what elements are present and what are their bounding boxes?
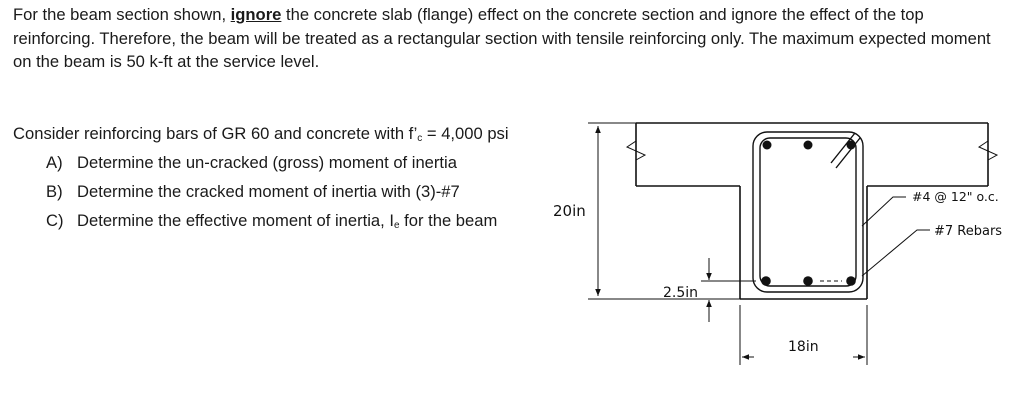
dim-width: [740, 305, 867, 365]
dim-cover: [701, 258, 756, 322]
dim-height-label: 20in: [553, 202, 586, 220]
dim-cover-label: 2.5in: [663, 285, 699, 301]
stirrup: [753, 132, 863, 292]
consider-line: Consider reinforcing bars of GR 60 and concrete with $f’_c = 4,000$ psi: [13, 124, 509, 144]
task-item: C) Determine the effective moment of inertia, $I_e$ for the beam: [46, 211, 498, 231]
problem-rest: the concrete slab (flange) effect on the concrete section and ignore the effect of the top reinforcing. Therefore, the beam will be treated as a rectangular section with tensile reinforcing only. The maximum expected moment on the beam is 50 k-ft at the service level.: [13, 5, 991, 71]
top-bar: [763, 141, 772, 150]
top-bar: [847, 141, 856, 150]
rebar-label: #7 Rebars: [934, 224, 1003, 239]
task-item: A) Determine the un-cracked (gross) moment of inertia: [46, 153, 457, 172]
task-item: B) Determine the cracked moment of inertia with (3)-#7: [46, 182, 460, 201]
dim-width-label: 18in: [788, 339, 819, 355]
bottom-bar: [846, 276, 856, 286]
dim-height: [588, 123, 740, 299]
bottom-bar: [803, 276, 813, 286]
top-bar: [804, 141, 813, 150]
leaders: [862, 197, 930, 276]
bottom-bar: [761, 276, 771, 286]
rebars: [761, 141, 856, 286]
problem-emphasis: ignore: [230, 5, 282, 24]
problem-intro: For the beam section shown,: [13, 5, 231, 24]
stirrup-label: #4 @ 12" o.c.: [912, 189, 999, 204]
